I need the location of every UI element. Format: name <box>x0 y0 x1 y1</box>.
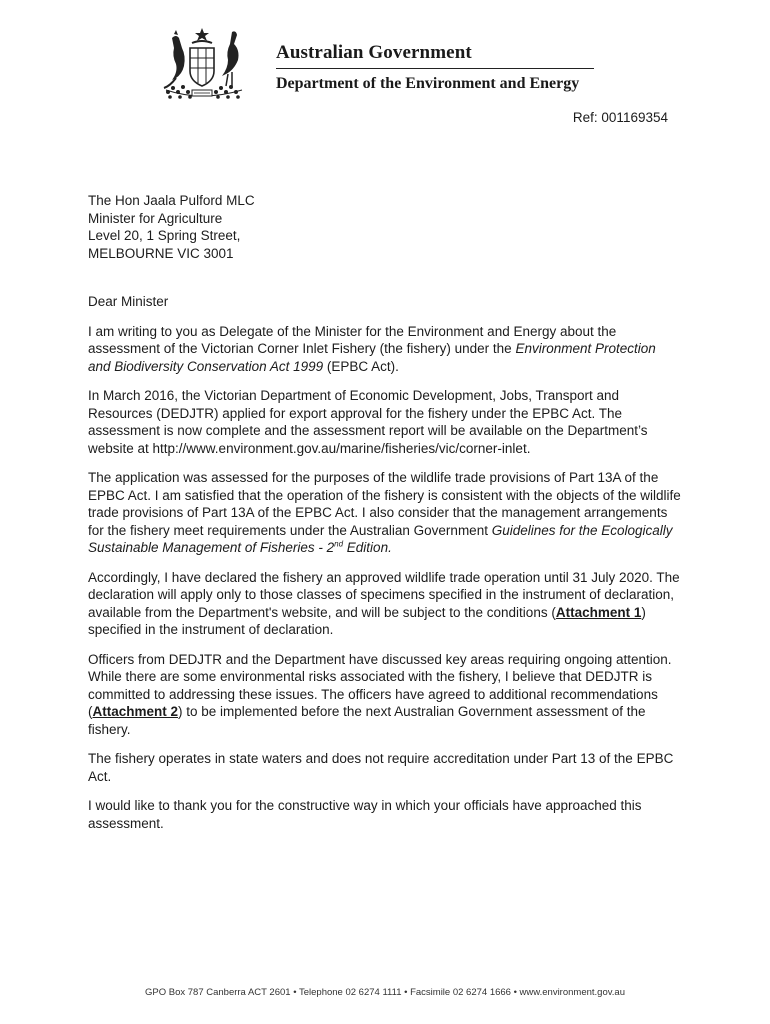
paragraph-5 <box>88 651 682 739</box>
paragraph-5-text: Officers from DEDJTR and the Department have discussed key areas requiring ongoing attention. While there are some environmental risks associated with the fishery, I believe that DEDJTR is committed to addressing these issues. The officers have agreed to additional recommendations ( <box>88 651 672 719</box>
reference-number: Ref: 001169354 <box>572 110 668 125</box>
recipient-title: Minister for Agriculture <box>88 210 223 226</box>
guidelines-title-text: Guidelines for the Ecologically Sustainable Management of Fisheries - 2 <box>88 522 673 555</box>
footer-contact: GPO Box 787 Canberra ACT 2601 • Telephone 02 6274 1111 • Facsimile 02 6274 1666 • www.environment.gov.au <box>144 987 625 998</box>
guidelines-edition: Edition. <box>343 540 392 555</box>
attachment-1-link[interactable]: Attachment 1 <box>555 604 642 620</box>
paragraph-4 <box>88 569 682 639</box>
paragraph-1-text: I am writing to you as Delegate of the Minister for the Environment and Energy about the assessment of the Victorian Corner Inlet Fishery (the fishery) under the <box>88 323 617 356</box>
paragraph-6: The fishery operates in state waters and does not require accreditation under Part 13 of the EPBC Act. <box>88 751 674 784</box>
recipient-name: The Hon Jaala Pulford MLC <box>88 193 255 208</box>
ordinal-suffix: nd <box>334 539 344 549</box>
coat-of-arms-logo <box>162 26 274 104</box>
letter-body <box>88 293 682 844</box>
recipient-city: MELBOURNE VIC 3001 <box>88 245 234 261</box>
paragraph-7: I would like to thank you for the constructive way in which your officials have approached this assessment. <box>88 798 642 831</box>
paragraph-1 <box>88 323 682 376</box>
paragraph-1-end: (EPBC Act). <box>323 358 399 374</box>
paragraph-4-text: Accordingly, I have declared the fishery an approved wildlife trade operation until 31 July 2020. The declaration will apply only to those classes of specimens specified in the instrument of declaration, available from the Department's website, and will be subject to the conditions ( <box>88 569 680 620</box>
salutation: Dear Minister <box>88 294 169 309</box>
paragraph-2: In March 2016, the Victorian Department of Economic Development, Jobs, Transport and Resources (DEDJTR) applied for export approval for the fishery under the EPBC Act. The assessment is now complete and the assessment report will be available on the Department’s website at http://www.environment.gov.au/marine/fisheries/vic/corner-inlet. <box>88 388 648 456</box>
government-title: Australian Government <box>276 42 472 63</box>
recipient-address <box>88 192 255 262</box>
attachment-2-link[interactable]: Attachment 2 <box>92 704 179 719</box>
paragraph-5-end: ) to be implemented before the next Australian Government assessment of the fishery. <box>88 704 646 737</box>
paragraph-4-end: ) specified in the instrument of declaration. <box>88 604 646 637</box>
paragraph-3 <box>88 469 682 557</box>
department-title: Department of the Environment and Energy <box>276 75 580 92</box>
header-divider <box>276 68 594 69</box>
act-title: Environment Protection and Biodiversity Conservation Act 1999 <box>88 341 656 374</box>
recipient-street: Level 20, 1 Spring Street, <box>88 228 241 243</box>
paragraph-3-text: The application was assessed for the purposes of the wildlife trade provisions of Part 13A of the EPBC Act. I am satisfied that the operation of the fishery is consistent with the objects of the wildlife trade provisions of Part 13A of the EPBC Act. I also consider that the management arrangements for the fishery meet requirements under the Australian Government <box>88 470 681 538</box>
